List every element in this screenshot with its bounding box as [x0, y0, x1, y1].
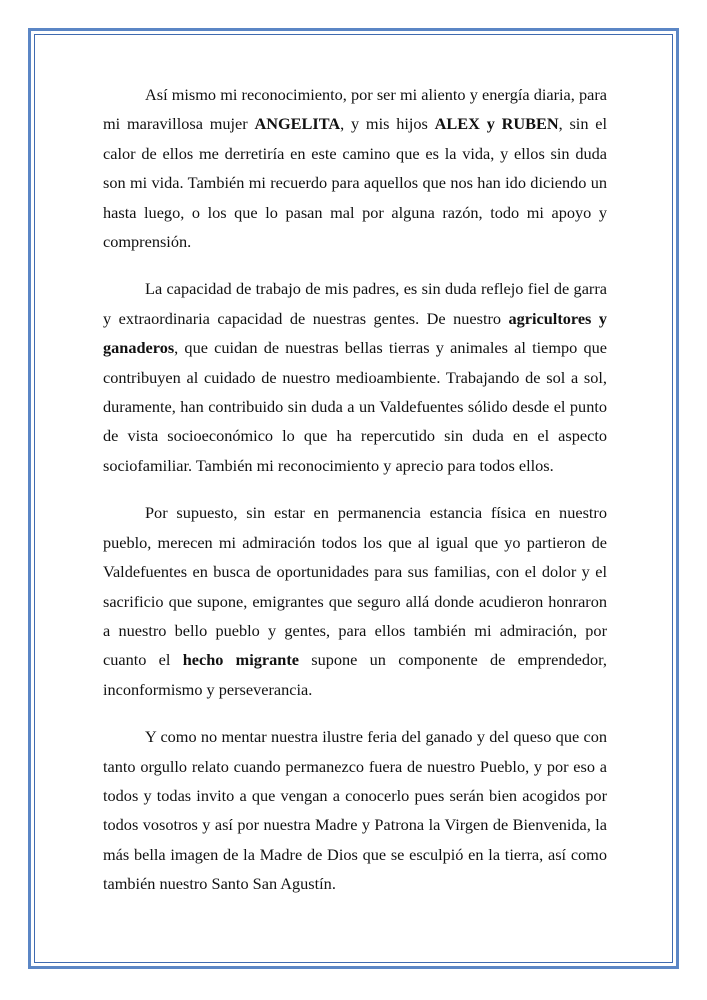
- body-text: [103, 80, 607, 917]
- p3-text-2: supone un componente de emprendedor, inconformismo y perseverancia.: [103, 650, 607, 699]
- p1-text-3: , sin el calor de ellos me derretiría en este camino que es la vida, y ellos sin duda son mi vida. También mi recuerdo para aquellos que nos han ido diciendo un hasta luego, o los que lo pasan mal por alguna razón, todo mi apoyo y comprensión.: [103, 114, 607, 252]
- p1-text-2: , y mis hijos: [340, 114, 435, 134]
- paragraph-4: [103, 722, 607, 898]
- paragraph-1: [103, 80, 607, 256]
- name-alex-ruben: ALEX y RUBEN: [434, 114, 559, 134]
- name-angelita: ANGELITA: [254, 114, 341, 134]
- bold-hecho-migrante: hecho migrante: [182, 650, 299, 670]
- p3-text-1: Por supuesto, sin estar en permanencia estancia física en nuestro pueblo, merecen mi admiración todos los que al igual que yo partieron de Valdefuentes en busca de oportunidades para sus familias, con el dolor y el sacrificio que supone, emigrantes que seguro allá donde acudieron honraron a nuestro bello pueblo y gentes, para ellos también mi admiración, por cuanto el: [103, 503, 607, 670]
- p2-text-2: , que cuidan de nuestras bellas tierras y animales al tiempo que contribuyen al cuidado de nuestro medioambiente. Trabajando de sol a sol, duramente, han contribuido sin duda a un Valdefuentes sólido desde el punto de vista socioeconómico lo que ha repercutido sin duda en el aspecto sociofamiliar. También mi reconocimiento y aprecio para todos ellos.: [103, 338, 607, 475]
- paragraph-2: [103, 274, 607, 480]
- bold-agricultores: agricultores y ganaderos: [103, 308, 607, 358]
- paragraph-3: [103, 498, 607, 704]
- p4-text-1: Y como no mentar nuestra ilustre feria del ganado y del queso que con tanto orgullo relato cuando permanezco fuera de nuestro Pueblo, y por eso a todos y todas invito a que vengan a conocerlo pues serán bien acogidos por todos vosotros y así por nuestra Madre y Patrona la Virgen de Bienvenida, la más bella imagen de la Madre de Dios que se esculpió en la tierra, así como también nuestro Santo San Agustín.: [103, 727, 607, 894]
- p2-text-1: La capacidad de trabajo de mis padres, es sin duda reflejo fiel de garra y extraordinaria capacidad de nuestras gentes. De nuestro: [103, 279, 607, 328]
- p1-text-1: Así mismo mi reconocimiento, por ser mi aliento y energía diaria, para mi maravillosa mujer: [103, 85, 607, 134]
